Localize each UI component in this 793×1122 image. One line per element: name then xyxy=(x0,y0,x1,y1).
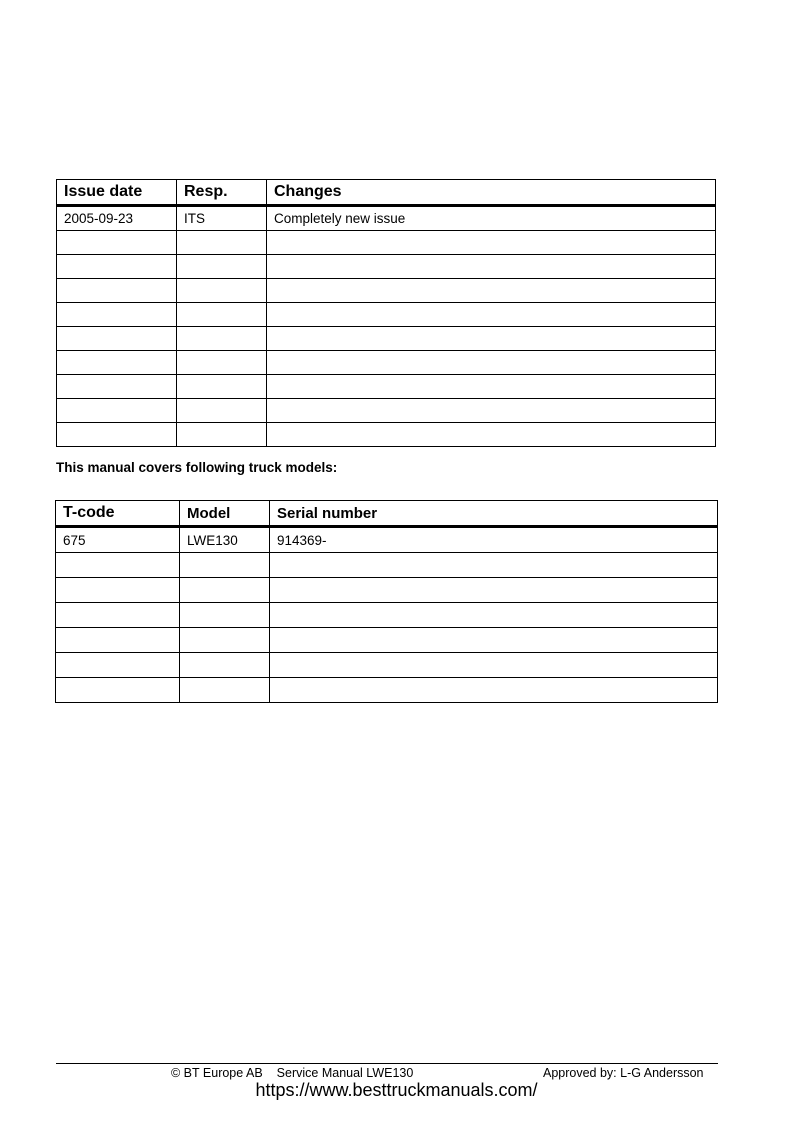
cell-resp xyxy=(177,255,267,279)
cell-changes xyxy=(267,375,716,399)
cell-changes xyxy=(267,303,716,327)
header-resp: Resp. xyxy=(177,180,267,206)
cell-resp xyxy=(177,279,267,303)
table-row xyxy=(57,255,716,279)
cell-resp xyxy=(177,351,267,375)
cell-issue-date xyxy=(57,303,177,327)
table-row xyxy=(56,578,718,603)
table-row xyxy=(56,603,718,628)
footer-manual-title: Service Manual LWE130 xyxy=(276,1066,414,1080)
cell-serial-number: 914369- xyxy=(270,527,718,553)
cell-model: LWE130 xyxy=(180,527,270,553)
cell-t-code xyxy=(56,603,180,628)
cell-serial-number xyxy=(270,553,718,578)
cell-t-code xyxy=(56,628,180,653)
cell-resp xyxy=(177,327,267,351)
cell-issue-date xyxy=(57,255,177,279)
header-serial-number: Serial number xyxy=(270,501,718,527)
cell-model xyxy=(180,653,270,678)
cell-serial-number xyxy=(270,653,718,678)
cell-issue-date xyxy=(57,327,177,351)
models-caption: This manual covers following truck models: xyxy=(56,460,338,475)
cell-issue-date xyxy=(57,399,177,423)
cell-t-code: 675 xyxy=(56,527,180,553)
cell-resp xyxy=(177,375,267,399)
cell-changes xyxy=(267,231,716,255)
cell-model xyxy=(180,553,270,578)
table-header-row xyxy=(56,501,718,527)
table-header-row xyxy=(57,180,716,206)
footer-copyright: © BT Europe AB xyxy=(171,1066,263,1080)
cell-issue-date xyxy=(57,279,177,303)
table-row xyxy=(57,351,716,375)
cell-issue-date xyxy=(57,423,177,447)
cell-resp: ITS xyxy=(177,206,267,231)
cell-resp xyxy=(177,423,267,447)
cell-resp xyxy=(177,399,267,423)
header-changes: Changes xyxy=(267,180,716,206)
table-row xyxy=(57,375,716,399)
table-row xyxy=(57,423,716,447)
cell-serial-number xyxy=(270,578,718,603)
table-row xyxy=(56,678,718,703)
header-t-code: T-code xyxy=(56,501,180,527)
cell-serial-number xyxy=(270,603,718,628)
cell-changes: Completely new issue xyxy=(267,206,716,231)
cell-changes xyxy=(267,423,716,447)
table-row xyxy=(56,527,718,553)
cell-serial-number xyxy=(270,628,718,653)
cell-changes xyxy=(267,327,716,351)
cell-issue-date: 2005-09-23 xyxy=(57,206,177,231)
footer-divider xyxy=(56,1063,718,1064)
cell-changes xyxy=(267,255,716,279)
cell-model xyxy=(180,628,270,653)
cell-changes xyxy=(267,351,716,375)
header-issue-date: Issue date xyxy=(57,180,177,206)
table-row xyxy=(57,231,716,255)
table-row xyxy=(57,279,716,303)
cell-model xyxy=(180,678,270,703)
cell-issue-date xyxy=(57,351,177,375)
cell-t-code xyxy=(56,678,180,703)
table-row xyxy=(56,553,718,578)
cell-resp xyxy=(177,303,267,327)
truck-models-table xyxy=(55,500,718,703)
table-row xyxy=(57,327,716,351)
cell-model xyxy=(180,578,270,603)
footer-left xyxy=(171,1066,413,1080)
cell-t-code xyxy=(56,553,180,578)
cell-t-code xyxy=(56,653,180,678)
cell-issue-date xyxy=(57,231,177,255)
revision-table xyxy=(56,179,716,447)
cell-issue-date xyxy=(57,375,177,399)
header-model: Model xyxy=(180,501,270,527)
cell-model xyxy=(180,603,270,628)
table-row xyxy=(57,399,716,423)
cell-serial-number xyxy=(270,678,718,703)
table-row xyxy=(56,653,718,678)
footer-approved-by: Approved by: L-G Andersson xyxy=(543,1066,704,1080)
cell-t-code xyxy=(56,578,180,603)
footer-url-link[interactable]: https://www.besttruckmanuals.com/ xyxy=(255,1080,538,1100)
cell-changes xyxy=(267,279,716,303)
table-row xyxy=(57,303,716,327)
cell-resp xyxy=(177,231,267,255)
table-row xyxy=(57,206,716,231)
table-row xyxy=(56,628,718,653)
cell-changes xyxy=(267,399,716,423)
